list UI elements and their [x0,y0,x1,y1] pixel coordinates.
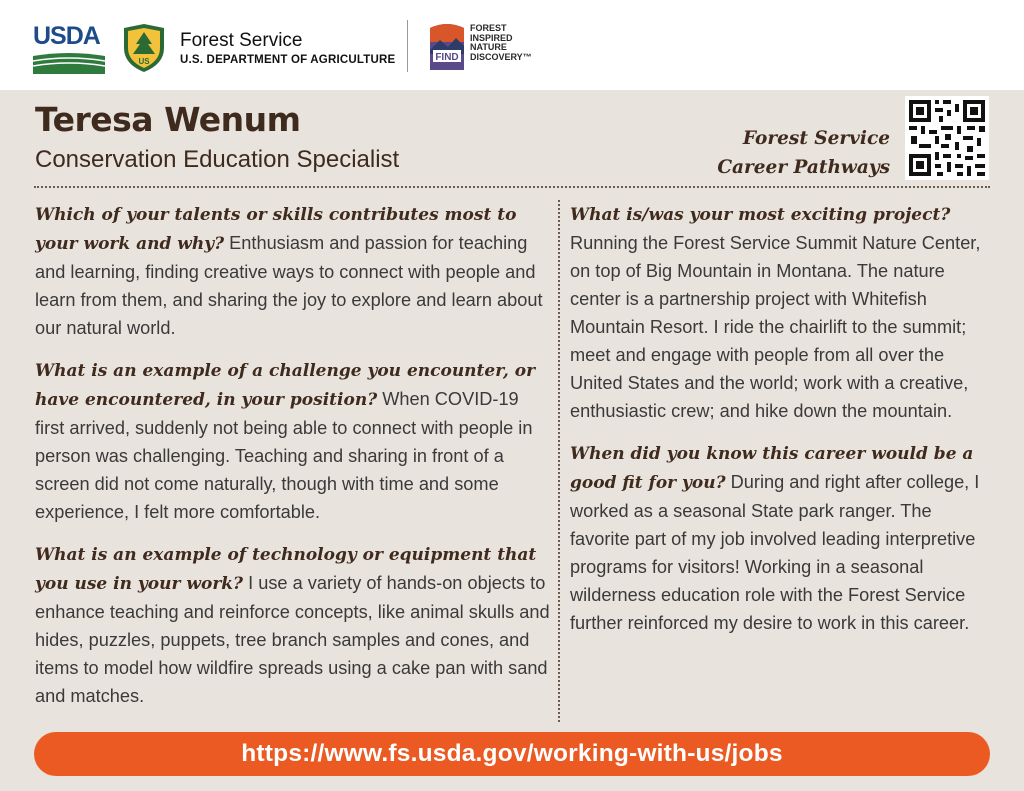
find-tagline-line: NATURE [470,42,507,53]
jobs-url-bar[interactable] [34,732,990,776]
usda-logo [33,24,105,74]
agency-name: Forest Service [180,30,303,51]
find-tagline [470,24,560,62]
header-dotted-divider [34,186,990,188]
forest-service-shield-icon [122,24,166,72]
header-strip [0,0,1024,90]
answer: I use a variety of hands-on objects to enhance teaching and reinforce concepts, like animal skulls and hides, puzzles, puppets, tree branch samples and cones, and items to model how wildfire spreads using a cake pan with sand and matches. [35,573,550,706]
qa-item [35,356,550,526]
pathways-line: Career Pathways [717,157,890,178]
find-tagline-line: FOREST [470,23,507,33]
answer: When COVID-19 first arrived, suddenly not being able to connect with people in person was challenging. Teaching and sharing in front of a screen did not come naturally, though with time and some experience, I felt more comfortable. [35,389,533,522]
profile-title: Conservation Education Specialist [35,146,400,173]
jobs-url-link[interactable]: https://www.fs.usda.gov/working-with-us/jobs [241,740,783,767]
column-dotted-divider [558,200,560,722]
answer: Enthusiasm and passion for teaching and learning, finding creative ways to connect with people and learn from them, and sharing the joy to explore and learn about our natural world. [35,233,543,338]
qa-item [35,200,550,342]
question: What is an example of a challenge you encounter, or have encountered, in your position? [35,361,536,410]
shield-text: US [138,57,150,66]
usda-field-icon [33,52,105,74]
career-pathways-label [717,124,890,182]
header-divider [407,20,408,72]
question: When did you know this career would be a good fit for you? [570,444,974,493]
find-badge-icon [430,20,464,70]
question: What is an example of technology or equipment that you use in your work? [35,545,537,594]
qr-code-icon[interactable] [905,96,989,180]
profile-name: Teresa Wenum [35,100,301,139]
department-name: U.S. DEPARTMENT OF AGRICULTURE [180,54,396,66]
pathways-line: Forest Service [742,128,890,149]
qa-item [570,200,992,425]
right-column [570,200,992,651]
left-column [35,200,550,724]
find-tagline-line: DISCOVERY™ [470,51,532,62]
question: What is/was your most exciting project? [570,205,951,225]
find-tagline-line: INSPIRED [470,32,513,43]
answer: Running the Forest Service Summit Nature Center, on top of Big Mountain in Montana. The nature center is a partnership project with Whitefish Mountain Resort. I ride the chairlift to the summit; meet and engage with people from all over the United States and the world; work with a creative, enthusiastic crew; and hike down the mountain. [570,233,981,421]
answer: During and right after college, I worked as a seasonal State park ranger. The favorite part of my job involved leading interpretive programs for visitors! Working in a seasonal wilderness education role with the Forest Service further reinforced my desire to work in this career. [570,472,980,633]
usda-logo-text: USDA [33,22,100,50]
find-badge-text: FIND [435,52,459,63]
qa-item [570,439,992,637]
qa-item [35,540,550,710]
question: Which of your talents or skills contributes most to your work and why? [35,205,517,254]
